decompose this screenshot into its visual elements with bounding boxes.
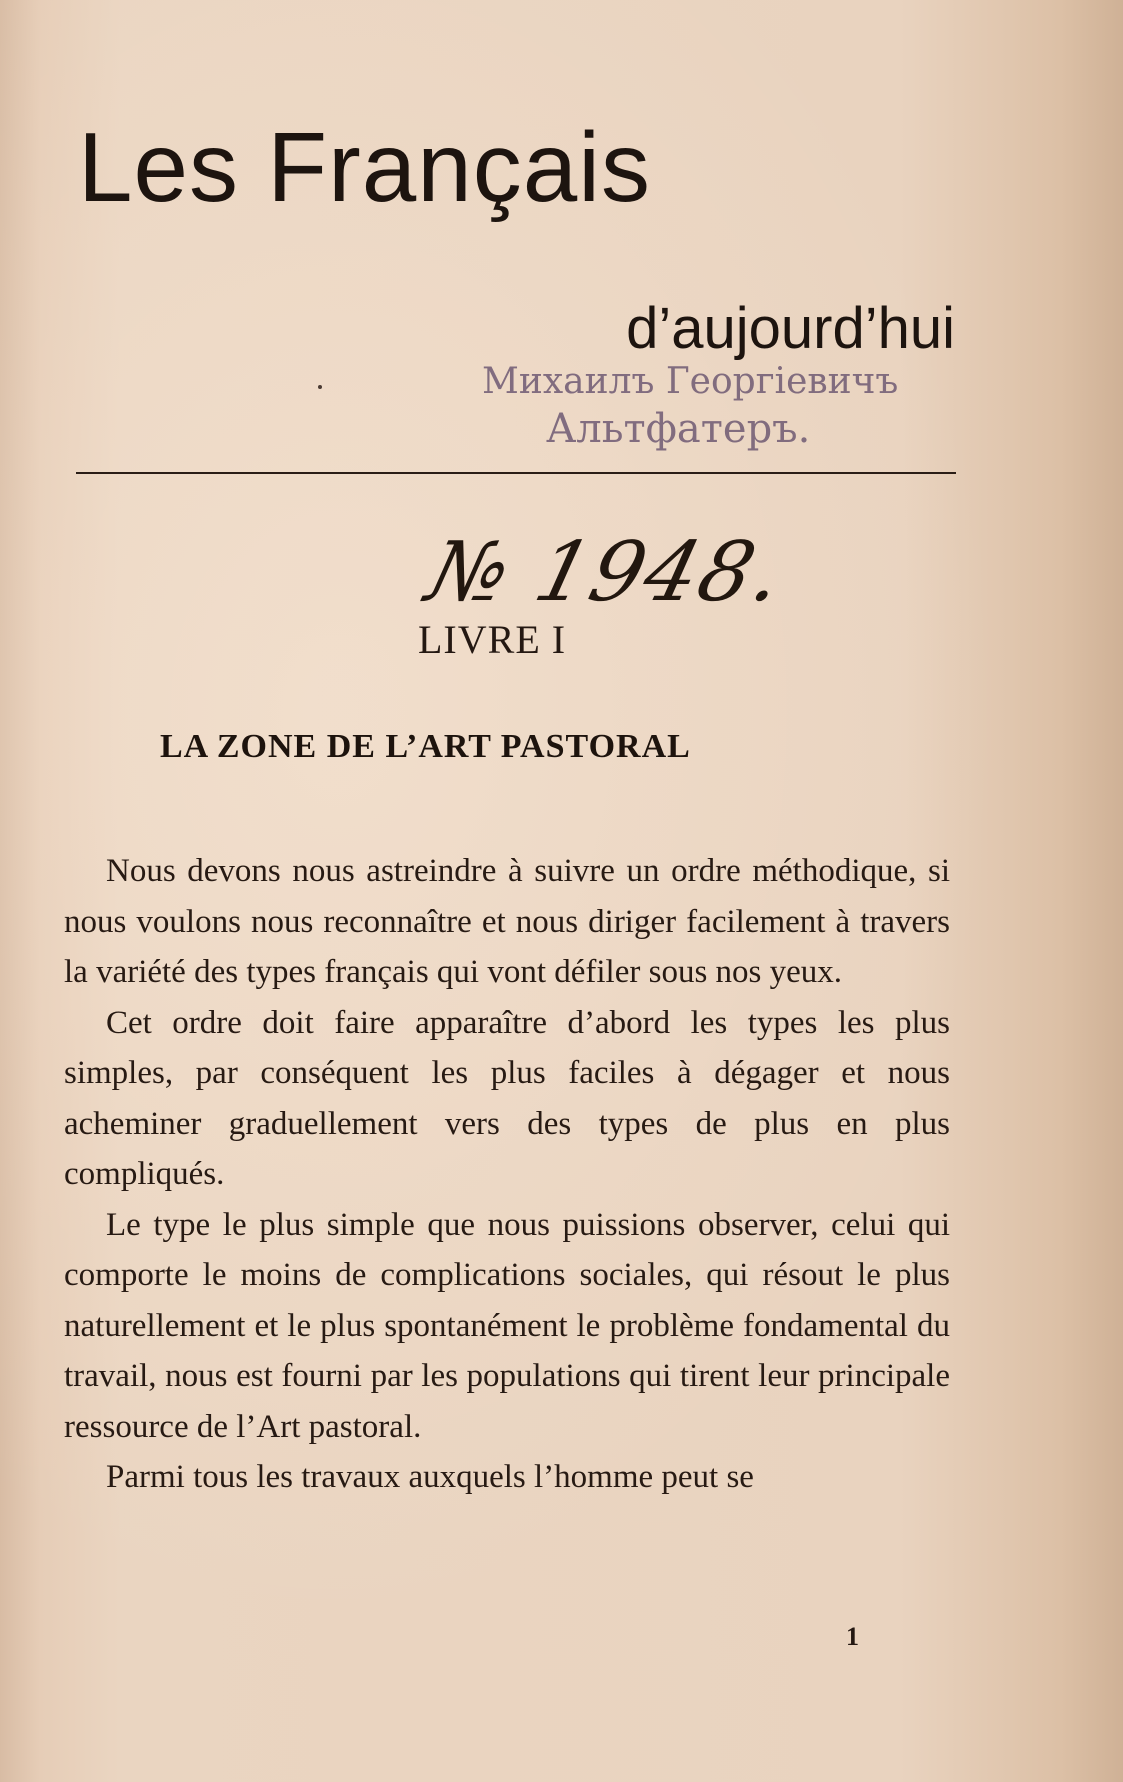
running-title: Les Français <box>78 112 652 222</box>
owner-stamp <box>478 360 899 454</box>
paragraph: Parmi tous les travaux auxquels l’homme peut se <box>106 1459 754 1495</box>
chapter-heading: LA ZONE DE L’ART PASTORAL <box>160 728 691 765</box>
paragraph: Cet ordre doit faire apparaître d’abord les types les plus simples, par conséquent les plus faciles à dégager et nous acheminer graduellement vers des types de plus en plus compliqués. <box>64 1004 950 1192</box>
page-number: 1 <box>846 1622 859 1651</box>
running-subtitle: d’aujourd’hui <box>626 296 955 361</box>
book-label: LIVRE I <box>418 617 567 662</box>
handwritten-inventory-number: № 1948. <box>418 525 795 620</box>
paragraph: Le type le plus simple que nous puissions observer, celui qui comporte le moins de complications sociales, qui résout le plus naturellement et le plus spontanément le problème fondamental du travail, nous est fourni par les populations qui tirent leur principale ressource de l’Art pastoral. <box>64 1206 950 1445</box>
owner-stamp-line-2: Альтфатеръ. <box>546 406 811 452</box>
body-text <box>64 846 950 1503</box>
owner-stamp-line-1: Михаилъ Георгіевичъ <box>482 361 899 402</box>
paragraph: Nous devons nous astreindre à suivre un ordre méthodique, si nous voulons nous reconnaître et nous diriger facilement à travers la variété des types français qui vont défiler sous nos yeux. <box>64 853 950 990</box>
title-rule <box>76 472 956 474</box>
ink-speck <box>318 385 322 389</box>
